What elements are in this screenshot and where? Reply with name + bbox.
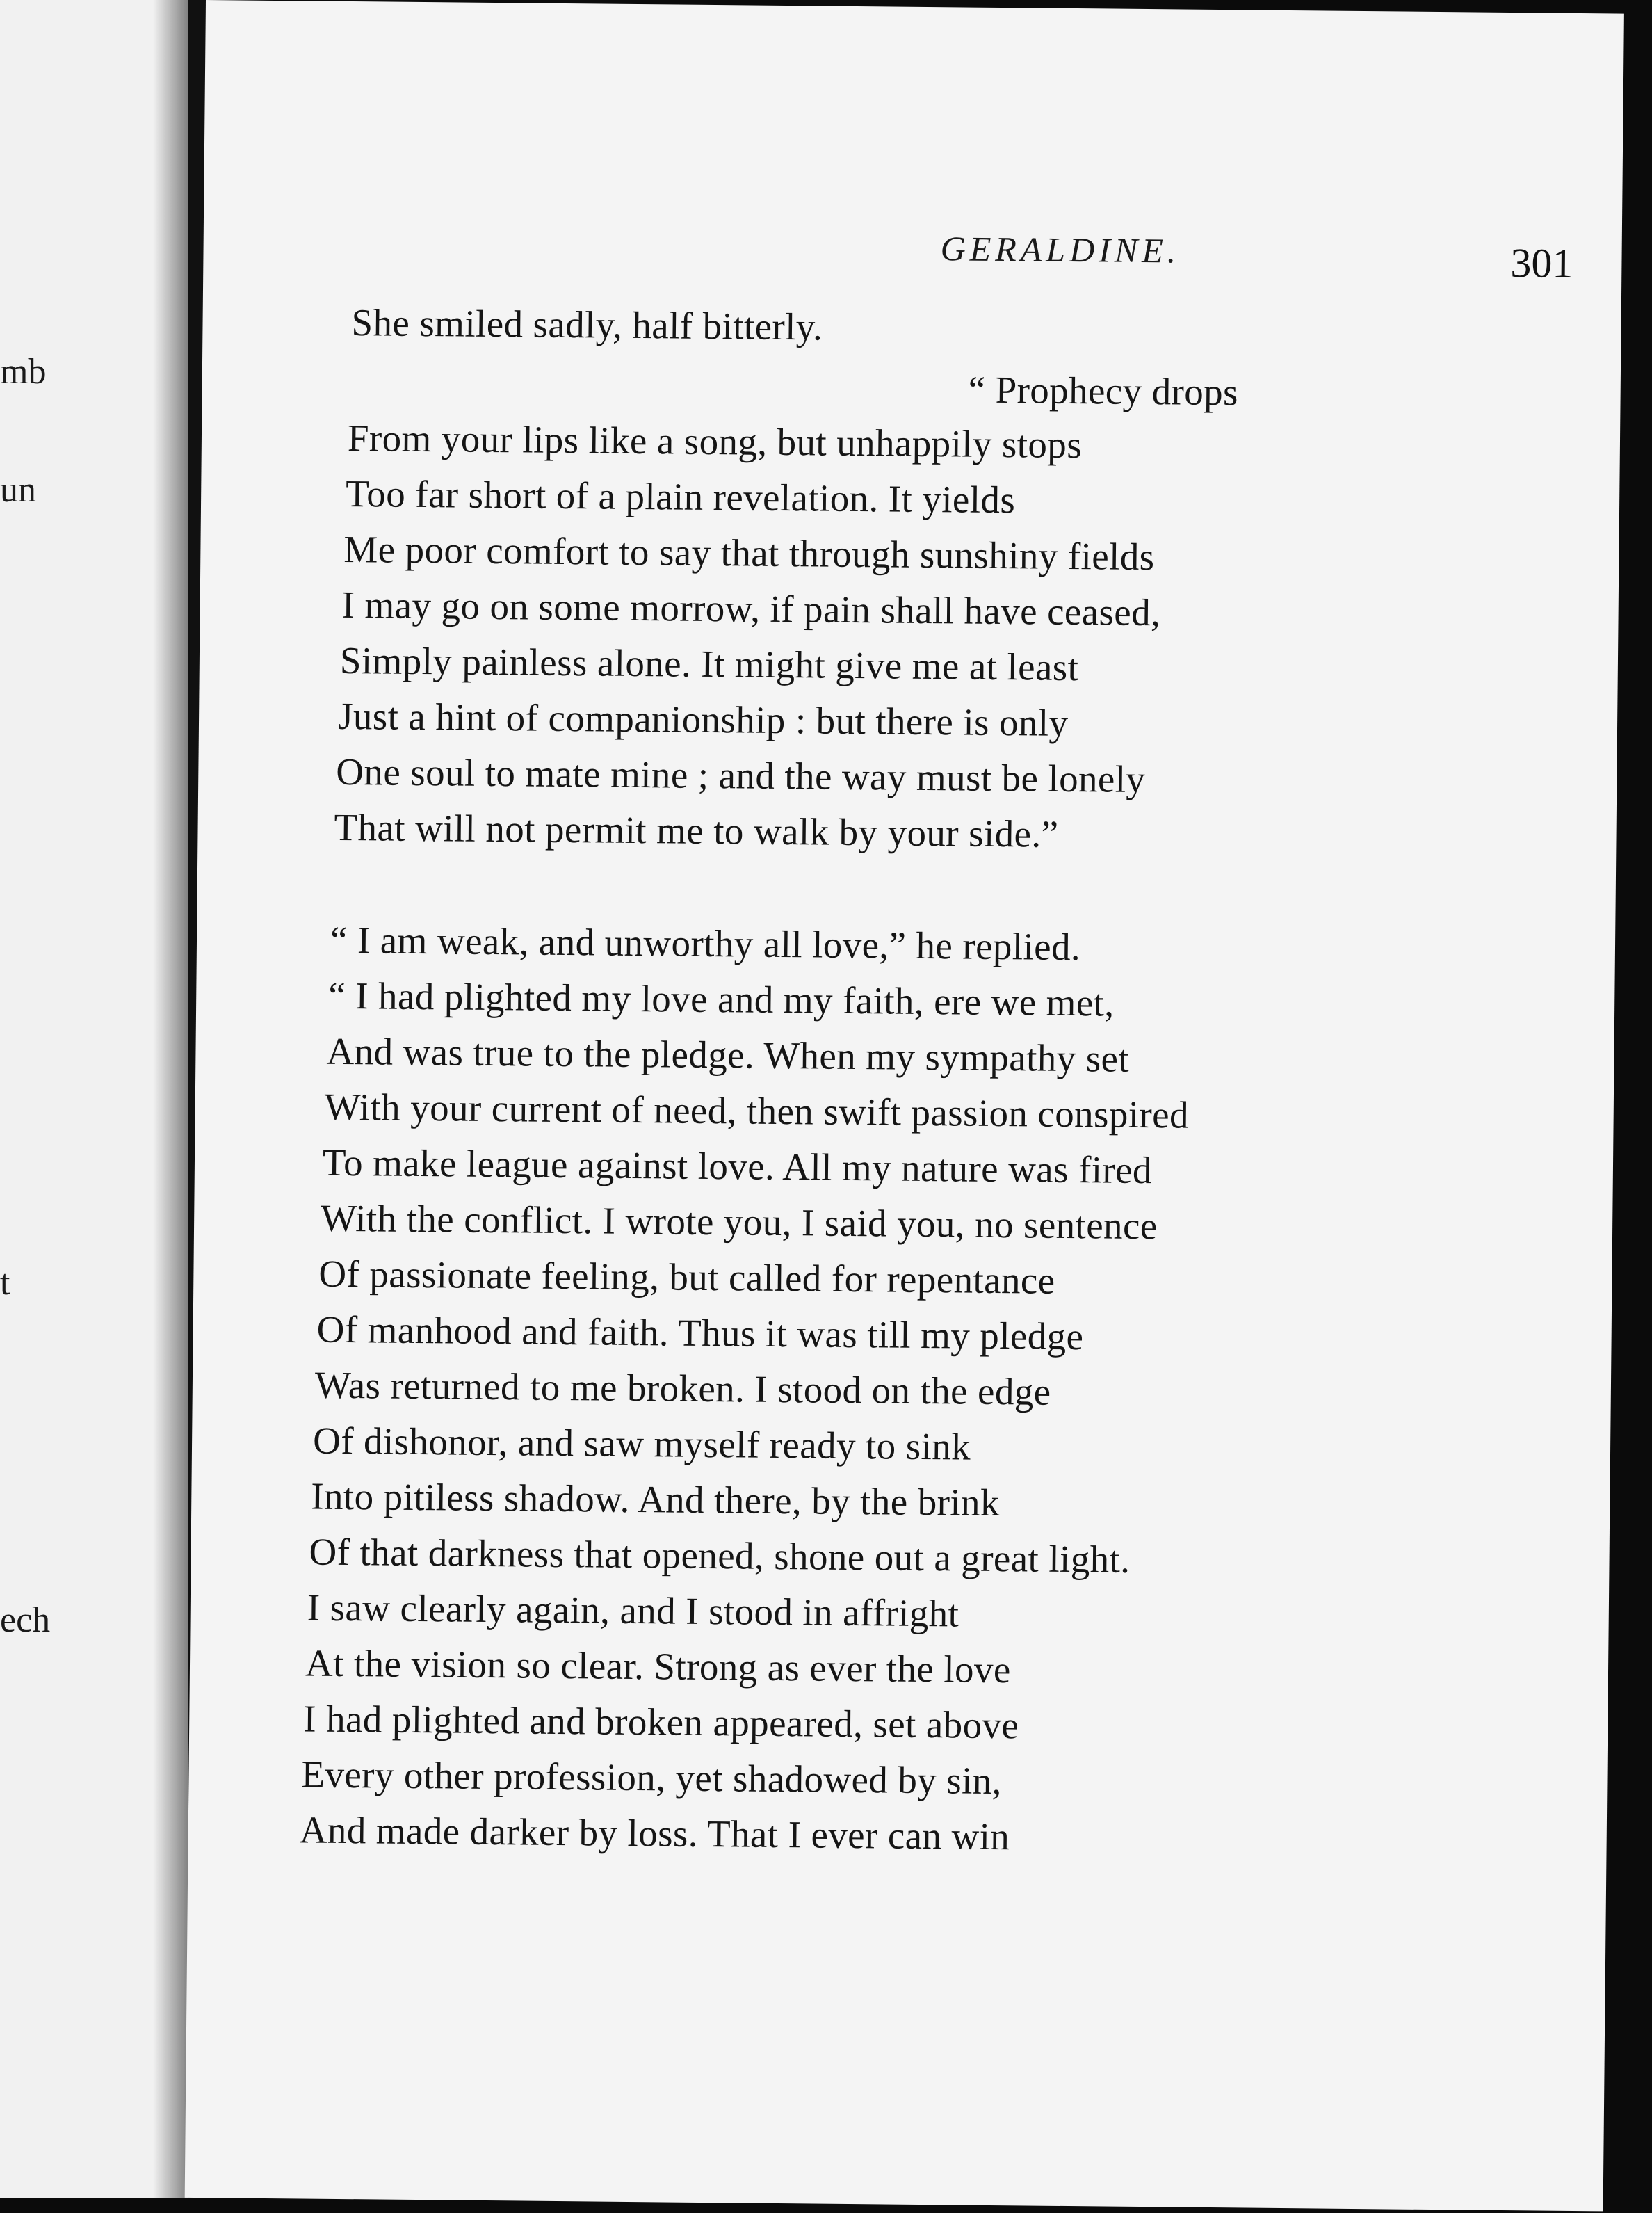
text-line: I had plighted and broken appeared, set above <box>302 1697 1019 1747</box>
text-line: And was true to the pledge. When my sympathy set <box>326 1029 1130 1080</box>
text-line: Just a hint of companionship : but there is only <box>337 694 1069 744</box>
text-line: “ Prophecy drops <box>968 368 1239 414</box>
text-line: Of passionate feeling, but called for repentance <box>318 1252 1055 1302</box>
text-line: Was returned to me broken. I stood on the edge <box>314 1363 1051 1413</box>
text-line: Too far short of a plain revelation. It yields <box>345 472 1016 522</box>
text-line: With your current of need, then swift passion conspired <box>324 1085 1190 1136</box>
page-number: 301 <box>1510 240 1573 287</box>
left-page-fragment: un <box>0 470 36 510</box>
left-page-fragment: t <box>0 1263 10 1303</box>
text-line: Of that darkness that opened, shone out a great light. <box>309 1530 1131 1581</box>
text-line: Me poor comfort to say that through sunshiny fields <box>343 527 1155 579</box>
text-line: I may go on some morrow, if pain shall have ceased, <box>341 583 1161 634</box>
text-line: To make league against love. All my nature was fired <box>322 1141 1153 1192</box>
left-page-fragment: mb <box>0 352 47 392</box>
text-line: I saw clearly again, and I stood in affright <box>307 1586 959 1635</box>
text-line: Simply painless alone. It might give me at least <box>339 638 1079 689</box>
text-line: Of manhood and faith. Thus it was till my pledge <box>316 1307 1084 1358</box>
running-head: GERALDINE. <box>940 229 1181 271</box>
text-line: “ I had plighted my love and my faith, ere we met, <box>327 974 1115 1024</box>
text-line: And made darker by loss. That I ever can win <box>299 1808 1010 1858</box>
text-line: From your lips like a song, but unhappily stops <box>347 416 1083 467</box>
text-line: “ I am weak, and unworthy all love,” he replied. <box>330 918 1081 969</box>
text-line: Every other profession, yet shadowed by sin, <box>301 1753 1003 1803</box>
text-line: That will not permit me to walk by your side.” <box>334 805 1059 855</box>
text-line: At the vision so clear. Strong as ever the love <box>305 1641 1011 1691</box>
book-page <box>185 0 1624 2211</box>
text-line: Into pitiless shadow. And there, by the brink <box>311 1474 1001 1524</box>
left-page-fragment: ech <box>0 1600 51 1640</box>
text-line: With the conflict. I wrote you, I said you, no sentence <box>320 1196 1158 1248</box>
text-line: One soul to mate mine ; and the way must be lonely <box>336 750 1146 801</box>
text-line: Of dishonor, and saw myself ready to sink <box>312 1419 971 1468</box>
text-line: She smiled sadly, half bitterly. <box>351 301 823 348</box>
